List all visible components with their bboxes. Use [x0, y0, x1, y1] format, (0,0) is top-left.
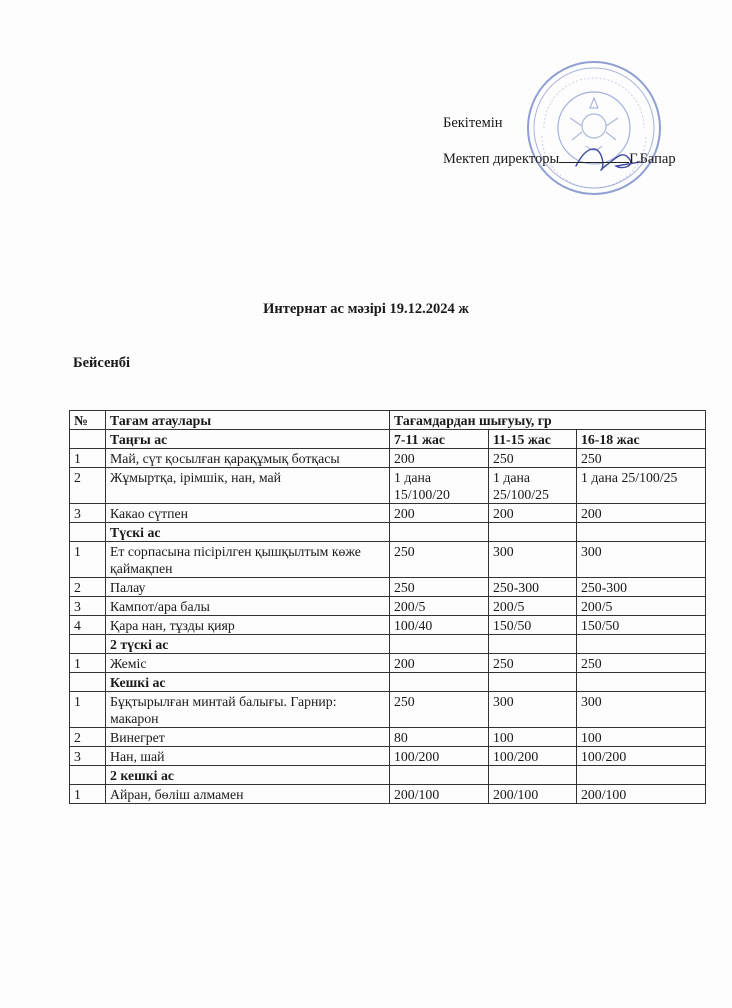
section-title: Түскі ас	[106, 523, 390, 542]
table-row	[70, 597, 706, 616]
header-dish-name: Тағам атаулары	[106, 411, 390, 430]
portion-11-15: 250	[489, 654, 577, 673]
section-header-row	[70, 635, 706, 654]
section-header-row	[70, 673, 706, 692]
portion-16-18: 200	[577, 504, 706, 523]
section-header-row	[70, 523, 706, 542]
empty-cell	[489, 523, 577, 542]
dish-name: Ет сорпасына пісірілген қышқылтым көже қаймақпен	[106, 542, 390, 578]
row-num: 1	[70, 692, 106, 728]
section-num-cell	[70, 766, 106, 785]
table-row	[70, 504, 706, 523]
section-title: 2 кешкі ас	[106, 766, 390, 785]
row-num: 2	[70, 578, 106, 597]
table-header-row	[70, 411, 706, 430]
table-row	[70, 785, 706, 804]
day-of-week: Бейсенбі	[73, 355, 131, 371]
portion-11-15: 250-300	[489, 578, 577, 597]
dish-name: Май, сүт қосылған қарақұмық ботқасы	[106, 449, 390, 468]
empty-cell	[577, 635, 706, 654]
portion-16-18: 300	[577, 542, 706, 578]
table-row	[70, 747, 706, 766]
portion-7-11: 250	[390, 578, 489, 597]
empty-cell	[489, 673, 577, 692]
dish-name: Бұқтырылған минтай балығы. Гарнир: макарон	[106, 692, 390, 728]
portion-7-11: 100/200	[390, 747, 489, 766]
empty-cell	[577, 673, 706, 692]
portion-11-15: 1 дана 25/100/25	[489, 468, 577, 504]
row-num: 1	[70, 785, 106, 804]
menu-table	[69, 410, 706, 804]
portion-7-11: 250	[390, 692, 489, 728]
portion-11-15: 100	[489, 728, 577, 747]
row-num: 3	[70, 597, 106, 616]
portion-16-18: 100	[577, 728, 706, 747]
director-name: Г.Бапар	[629, 151, 676, 167]
empty-cell	[390, 673, 489, 692]
portion-11-15: 200	[489, 504, 577, 523]
dish-name: Винегрет	[106, 728, 390, 747]
dish-name: Какао сүтпен	[106, 504, 390, 523]
portion-7-11: 100/40	[390, 616, 489, 635]
portion-7-11: 200	[390, 504, 489, 523]
table-row	[70, 616, 706, 635]
section-num-cell	[70, 430, 106, 449]
table-row	[70, 728, 706, 747]
row-num: 4	[70, 616, 106, 635]
row-num: 2	[70, 468, 106, 504]
empty-cell	[390, 766, 489, 785]
dish-name: Нан, шай	[106, 747, 390, 766]
portion-16-18: 150/50	[577, 616, 706, 635]
portion-7-11: 80	[390, 728, 489, 747]
table-row	[70, 654, 706, 673]
empty-cell	[390, 523, 489, 542]
section-num-cell	[70, 523, 106, 542]
section-header-row	[70, 766, 706, 785]
dish-name: Кампот/ара балы	[106, 597, 390, 616]
dish-name: Жұмыртқа, ірімшік, нан, май	[106, 468, 390, 504]
menu-title: Интернат ас мәзірі 19.12.2024 ж	[263, 301, 469, 317]
table-row	[70, 692, 706, 728]
portion-16-18: 200/100	[577, 785, 706, 804]
empty-cell	[489, 635, 577, 654]
portion-16-18: 300	[577, 692, 706, 728]
portion-11-15: 250	[489, 449, 577, 468]
portion-11-15: 300	[489, 542, 577, 578]
empty-cell	[390, 635, 489, 654]
portion-7-11: 250	[390, 542, 489, 578]
portion-11-15: 200/5	[489, 597, 577, 616]
empty-cell	[577, 766, 706, 785]
portion-7-11: 200	[390, 449, 489, 468]
age-group-header: 7-11 жас	[390, 430, 489, 449]
portion-11-15: 300	[489, 692, 577, 728]
approval-block	[443, 114, 676, 169]
row-num: 3	[70, 504, 106, 523]
table-row	[70, 542, 706, 578]
portion-11-15: 100/200	[489, 747, 577, 766]
empty-cell	[577, 523, 706, 542]
row-num: 1	[70, 542, 106, 578]
header-num: №	[70, 411, 106, 430]
portion-11-15: 150/50	[489, 616, 577, 635]
section-title: Таңғы ас	[106, 430, 390, 449]
approval-title: Бекітемін	[443, 115, 503, 131]
table-row	[70, 449, 706, 468]
header-yield: Тағамдардан шығуыу, гр	[390, 411, 706, 430]
portion-16-18: 250	[577, 449, 706, 468]
row-num: 3	[70, 747, 106, 766]
section-title: Кешкі ас	[106, 673, 390, 692]
row-num: 1	[70, 654, 106, 673]
row-num: 1	[70, 449, 106, 468]
portion-7-11: 200/100	[390, 785, 489, 804]
table-row	[70, 578, 706, 597]
empty-cell	[489, 766, 577, 785]
portion-7-11: 1 дана 15/100/20	[390, 468, 489, 504]
portion-16-18: 200/5	[577, 597, 706, 616]
age-group-header: 11-15 жас	[489, 430, 577, 449]
portion-7-11: 200	[390, 654, 489, 673]
portion-16-18: 100/200	[577, 747, 706, 766]
table-row	[70, 468, 706, 504]
portion-11-15: 200/100	[489, 785, 577, 804]
portion-7-11: 200/5	[390, 597, 489, 616]
section-num-cell	[70, 635, 106, 654]
section-title: 2 түскі ас	[106, 635, 390, 654]
age-group-header: 16-18 жас	[577, 430, 706, 449]
section-header-row	[70, 430, 706, 449]
director-position: Мектеп директоры	[443, 151, 560, 167]
row-num: 2	[70, 728, 106, 747]
portion-16-18: 250	[577, 654, 706, 673]
portion-16-18: 1 дана 25/100/25	[577, 468, 706, 504]
dish-name: Қара нан, тұзды қияр	[106, 616, 390, 635]
dish-name: Жеміс	[106, 654, 390, 673]
dish-name: Айран, бөліш алмамен	[106, 785, 390, 804]
section-num-cell	[70, 673, 106, 692]
portion-16-18: 250-300	[577, 578, 706, 597]
dish-name: Палау	[106, 578, 390, 597]
